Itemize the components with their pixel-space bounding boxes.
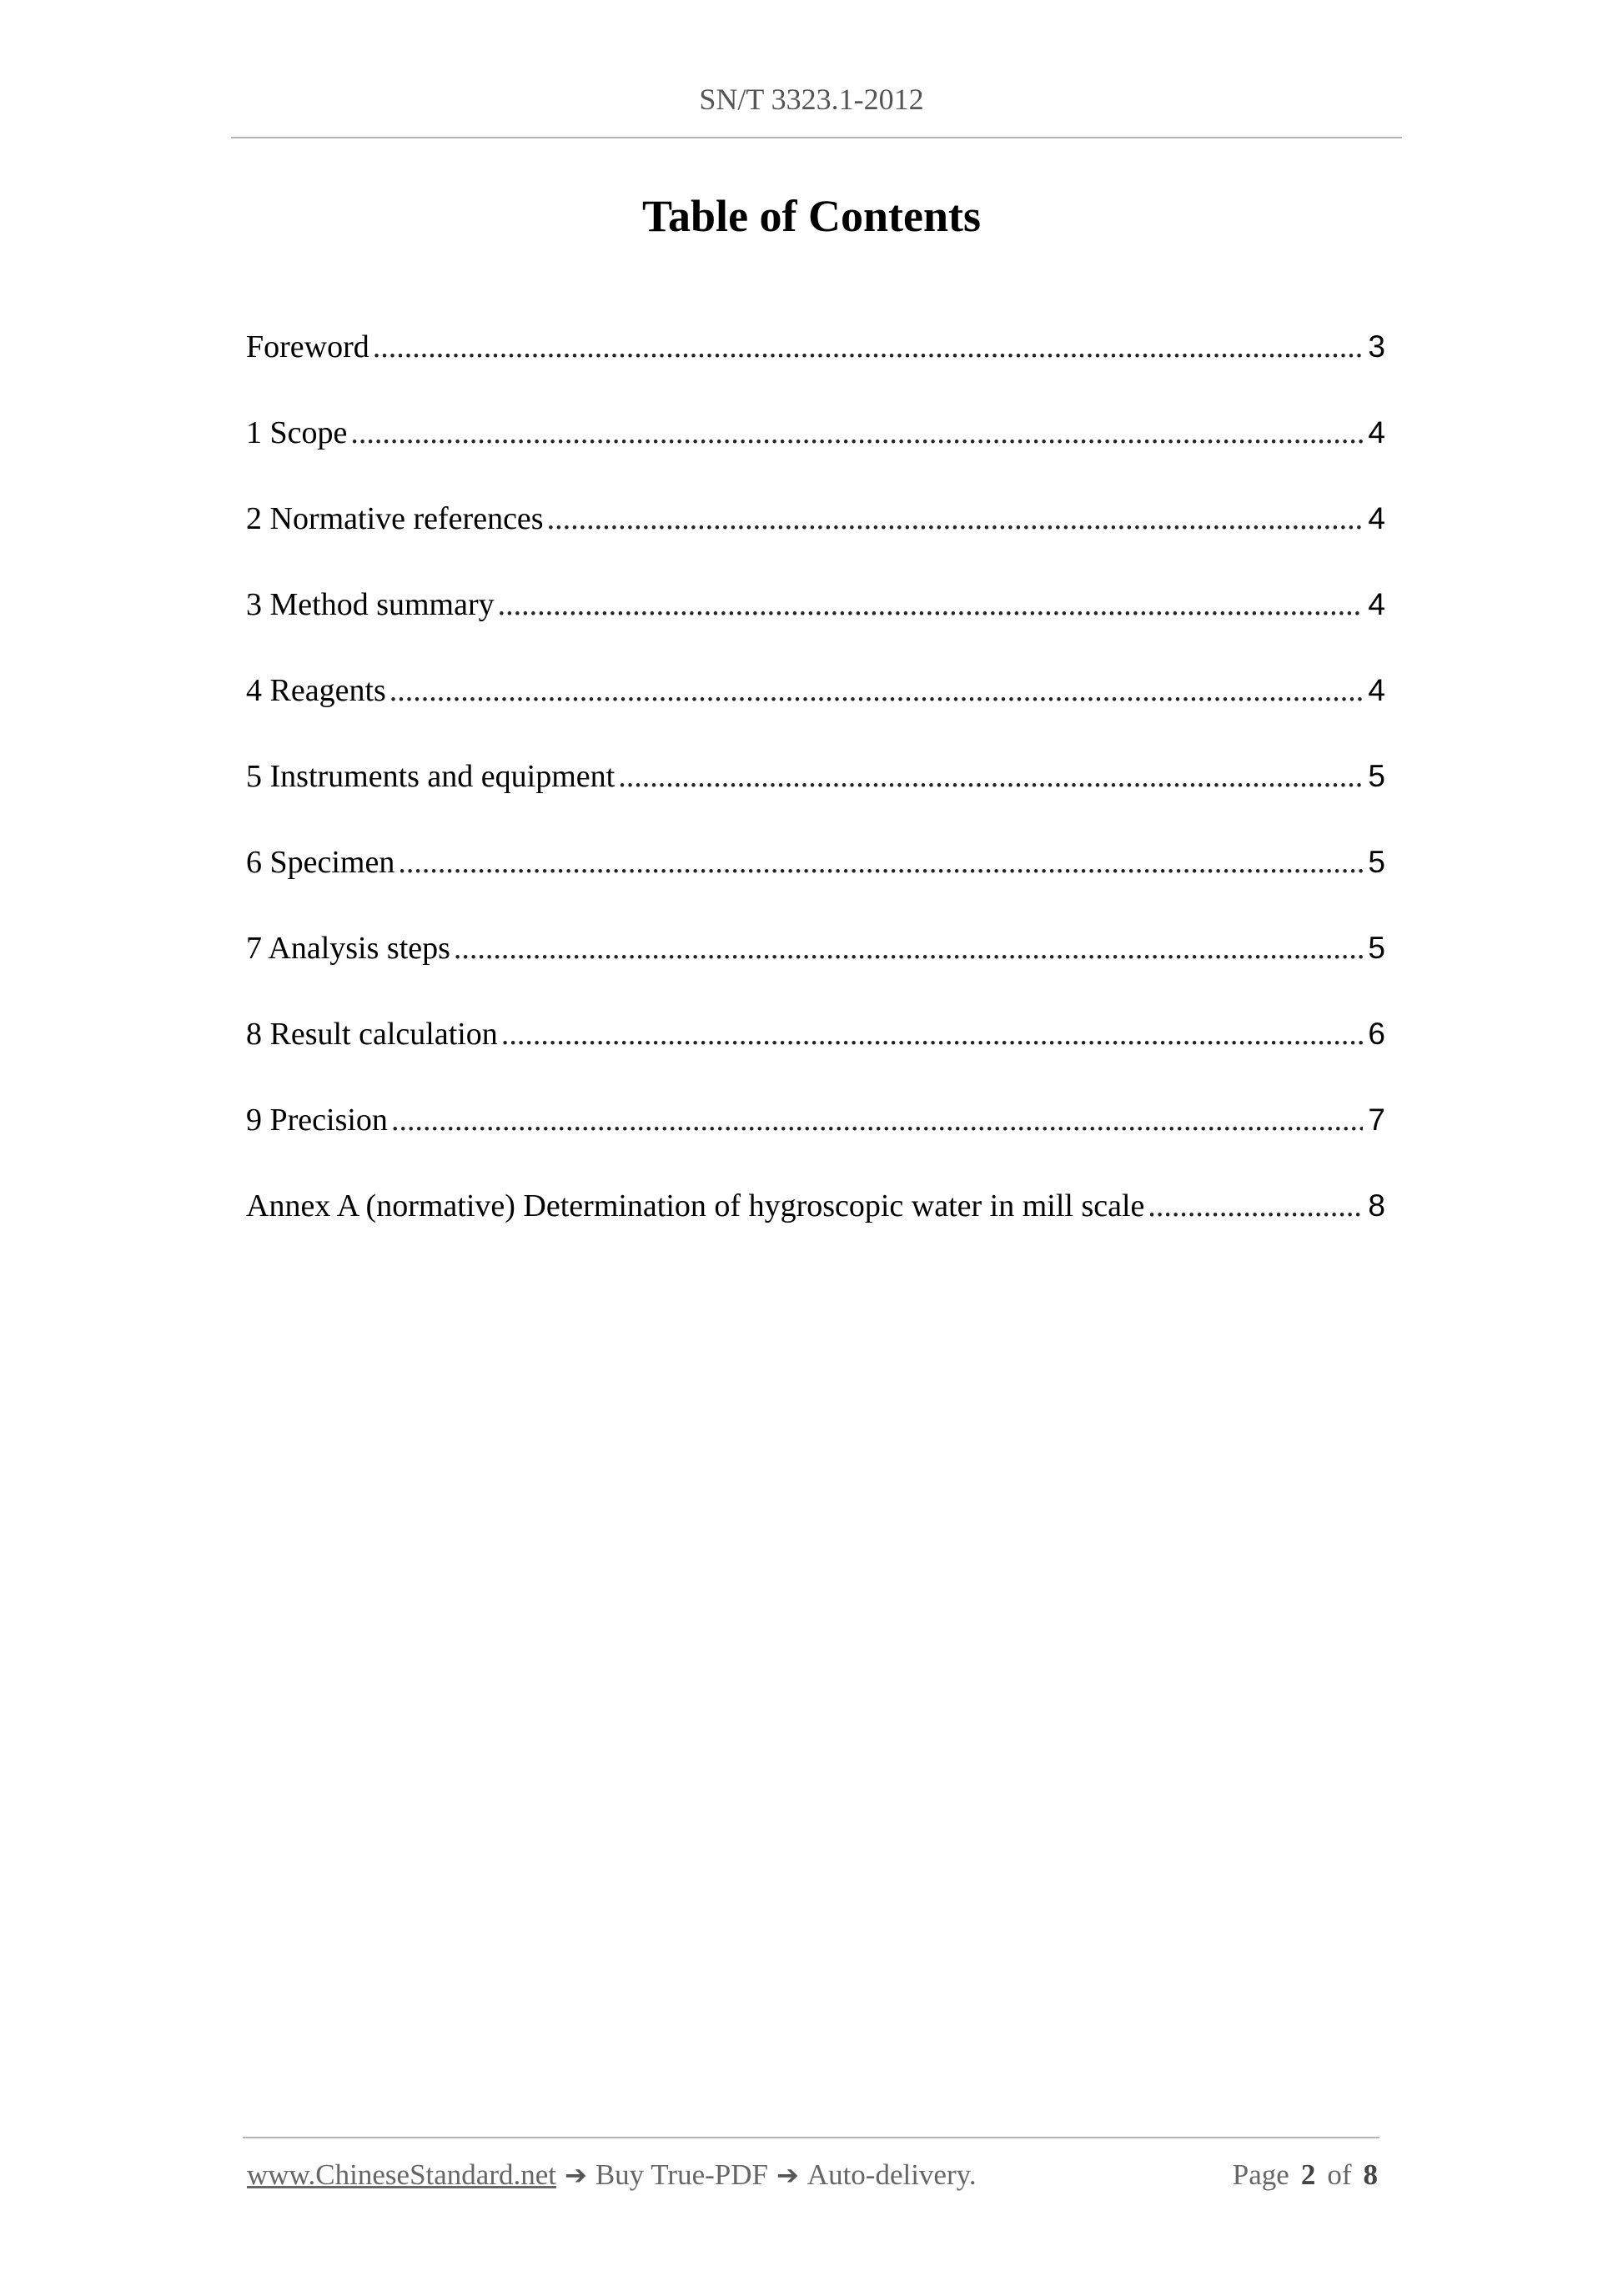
header-divider <box>231 137 1402 138</box>
page-total: 8 <box>1363 2158 1378 2191</box>
toc-entry-label: 3 Method summary <box>246 587 495 622</box>
toc-entry-page: 3 <box>1368 329 1385 364</box>
page-of-label: of <box>1327 2158 1352 2191</box>
toc-dot-leader <box>398 841 1363 884</box>
toc-entry-label: 8 Result calculation <box>246 1017 498 1052</box>
toc-entry-page: 4 <box>1368 415 1385 450</box>
toc-entry-page: 8 <box>1368 1188 1385 1223</box>
toc-dot-leader <box>373 325 1364 369</box>
toc-entry-label: 7 Analysis steps <box>246 931 450 966</box>
toc-entry-label: 9 Precision <box>246 1103 388 1138</box>
auto-delivery-text: Auto-delivery. <box>806 2158 977 2191</box>
right-arrow-icon: ➔ <box>565 2159 587 2191</box>
toc-entry-label: 4 Reagents <box>246 673 386 708</box>
toc-entry-annex-a[interactable] <box>246 1184 1385 1270</box>
toc-entry-label: 6 Specimen <box>246 845 395 880</box>
doc-code: SN/T 3323.1-2012 <box>699 83 924 116</box>
toc-entry-page: 4 <box>1368 673 1385 707</box>
toc-entry-instruments[interactable] <box>246 755 1385 841</box>
toc-entry-analysis-steps[interactable] <box>246 927 1385 1012</box>
toc-entry-specimen[interactable] <box>246 841 1385 927</box>
toc-entry-label: 5 Instruments and equipment <box>246 759 616 794</box>
toc-entry-label: Annex A (normative) Determination of hygroscopic water in mill scale <box>246 1188 1145 1223</box>
toc-dot-leader <box>389 669 1364 712</box>
toc-list <box>246 325 1385 1270</box>
toc-entry-precision[interactable] <box>246 1098 1385 1184</box>
toc-dot-leader <box>1148 1184 1363 1228</box>
toc-dot-leader <box>498 583 1364 626</box>
right-arrow-icon: ➔ <box>776 2159 799 2191</box>
toc-entry-result-calculation[interactable] <box>246 1012 1385 1098</box>
toc-entry-normative-references[interactable] <box>246 497 1385 583</box>
toc-entry-foreword[interactable] <box>246 325 1385 411</box>
footer-divider <box>243 2137 1379 2138</box>
toc-entry-scope[interactable] <box>246 411 1385 497</box>
toc-dot-leader <box>501 1012 1364 1056</box>
toc-entry-label: 2 Normative references <box>246 501 544 536</box>
toc-entry-page: 5 <box>1368 845 1385 879</box>
toc-entry-page: 5 <box>1368 931 1385 965</box>
toc-dot-leader <box>618 755 1363 798</box>
page-label: Page <box>1232 2158 1289 2191</box>
toc-entry-page: 4 <box>1368 501 1385 535</box>
page-current: 2 <box>1300 2158 1316 2191</box>
toc-title: Table of Contents <box>641 191 982 241</box>
toc-dot-leader <box>391 1098 1363 1142</box>
toc-entry-label: Foreword <box>246 329 369 364</box>
toc-entry-page: 6 <box>1368 1017 1385 1051</box>
toc-entry-page: 5 <box>1368 759 1385 793</box>
toc-dot-leader <box>454 927 1364 970</box>
page-counter <box>1233 2158 1378 2192</box>
site-link[interactable]: www.ChineseStandard.net <box>247 2158 556 2191</box>
toc-dot-leader <box>547 497 1364 540</box>
toc-entry-page: 7 <box>1368 1103 1385 1137</box>
toc-entry-reagents[interactable] <box>246 669 1385 755</box>
footer-promo <box>247 2158 977 2192</box>
toc-dot-leader <box>350 411 1363 455</box>
toc-entry-page: 4 <box>1368 587 1385 621</box>
toc-entry-label: 1 Scope <box>246 415 348 450</box>
toc-entry-method-summary[interactable] <box>246 583 1385 669</box>
buy-true-pdf-text: Buy True-PDF <box>595 2158 768 2191</box>
